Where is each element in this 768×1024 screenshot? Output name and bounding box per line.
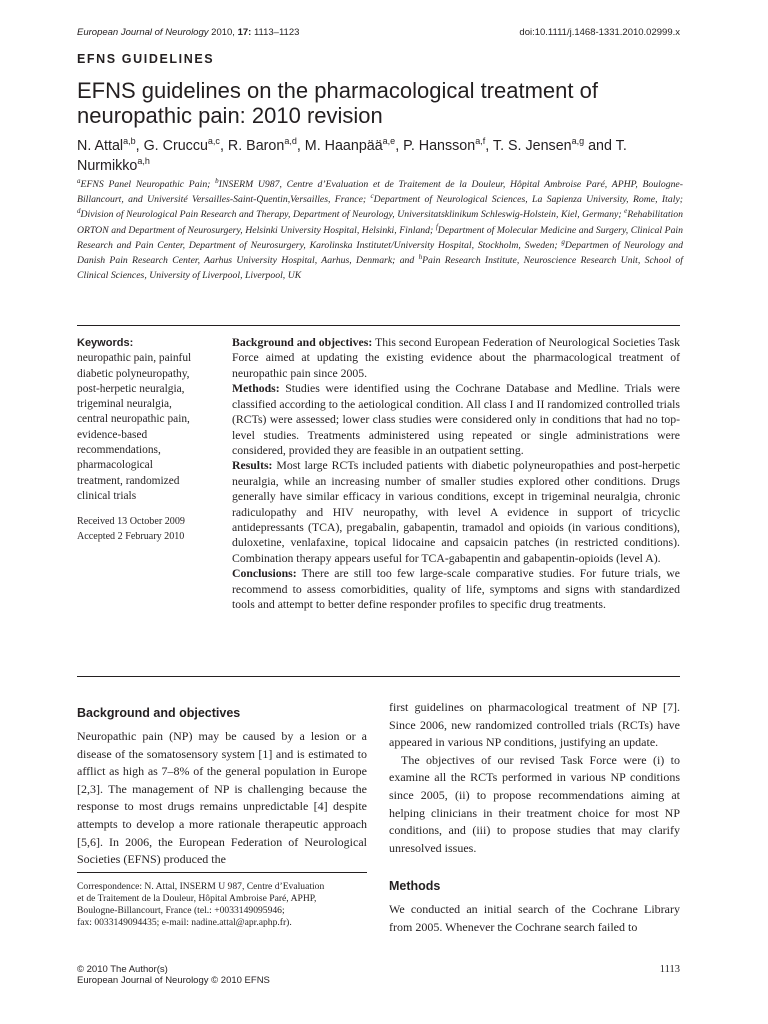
keyword-line: treatment, randomized bbox=[77, 474, 180, 487]
keyword-line: recommendations, bbox=[77, 444, 161, 457]
methods-text bbox=[389, 901, 680, 936]
affiliation bbox=[77, 176, 216, 190]
page-number: 1113 bbox=[659, 964, 680, 975]
affiliation-text: Division of Neurological Pain Research and Therapy, Department of Neurology, Universitatsklinikum Schleswig-Holstein, Kiel, Germany; bbox=[80, 209, 625, 221]
keyword-line: diabetic polyneuropathy, bbox=[77, 367, 190, 380]
doi: doi:10.1111/j.1468-1331.2010.02999.x bbox=[519, 27, 680, 38]
background-paragraph: Neuropathic pain (NP) may be caused by a lesion or a disease of the somatosensory system [1] and is estimated to afflict as high as 7–8% of the general population in Europe [2,3]. The management of NP is challenging because the response to most drugs remains unpredictable [4] despite attempts to develop a more rationale therapeutic approach [5,6]. In 2006, the European Federation of Neurological Societies (EFNS) produced the bbox=[77, 729, 367, 867]
abstract-background bbox=[232, 335, 680, 381]
footer-journal-line: European Journal of Neurology © 2010 EFNS bbox=[77, 975, 270, 986]
affiliation-mark: e bbox=[624, 207, 628, 216]
affiliation-text: Pain Research Institute, Neuroscience Research Unit, School of Clinical Sciences, University of Liverpool, Liverpool, UK bbox=[77, 255, 683, 282]
abstract bbox=[232, 335, 680, 613]
received-date: Received 13 October 2009 bbox=[77, 516, 185, 528]
abstract-conclusions bbox=[232, 566, 680, 612]
abstract-top-rule bbox=[77, 325, 680, 326]
background-heading: Background and objectives bbox=[77, 706, 241, 720]
correspondence-line: Correspondence: N. Attal, INSERM U 987, Centre d’Evaluation bbox=[77, 881, 325, 892]
received-dates bbox=[77, 514, 222, 544]
abstract-conclusions-label: Conclusions: bbox=[232, 567, 297, 581]
keyword-line: evidence-based bbox=[77, 428, 148, 441]
methods-paragraph: We conducted an initial search of the Cochrane Library from 2005. Whenever the Cochrane search failed to bbox=[389, 902, 680, 934]
author bbox=[144, 138, 220, 154]
affiliation-mark: b bbox=[215, 176, 219, 185]
keyword-line: pharmacological bbox=[77, 459, 153, 472]
keyword-line: central neuropathic pain, bbox=[77, 413, 190, 426]
keywords-list bbox=[77, 351, 222, 504]
author-name: M. Haanpää bbox=[304, 138, 383, 154]
article-title: EFNS guidelines on the pharmacological treatment of neuropathic pain: 2010 revision bbox=[77, 78, 598, 128]
abstract-bottom-rule bbox=[77, 676, 680, 677]
right-column-text bbox=[389, 699, 680, 857]
journal-citation bbox=[77, 27, 299, 38]
accepted-date: Accepted 2 February 2010 bbox=[77, 531, 185, 543]
correspondence-line: fax: 0033149094435; e-mail: nadine.attal@apr.aphp.fr). bbox=[77, 917, 292, 928]
copyright-line: © 2010 The Author(s) bbox=[77, 964, 168, 975]
keywords-heading: Keywords: bbox=[77, 337, 134, 349]
correspondence-note bbox=[77, 872, 367, 929]
author bbox=[77, 138, 136, 154]
abstract-methods bbox=[232, 381, 680, 458]
running-head bbox=[77, 27, 680, 38]
affiliation-text: Rehabilitation ORTON and Department of Neurosurgery, Helsinki University Hospital, Helsinki, Finland; bbox=[77, 209, 683, 236]
affiliation-mark: g bbox=[561, 237, 565, 246]
journal-year: 2010, bbox=[211, 27, 235, 38]
keyword-line: post-herpetic neuralgia, bbox=[77, 382, 185, 395]
author bbox=[493, 138, 584, 154]
affiliation-mark: a bbox=[77, 176, 81, 185]
author bbox=[403, 138, 485, 154]
page-footer bbox=[77, 964, 270, 986]
keyword-line: trigeminal neuralgia, bbox=[77, 398, 172, 411]
methods-heading: Methods bbox=[389, 879, 441, 893]
author-name: T. S. Jensen bbox=[492, 138, 572, 154]
author-list: N. Attal$^{a,b}$, G. Cruccu$^{a,c}$, R. Baron$^{a,d}$, M. Haanpää$^{a,e}$, P. Hansson$^{a,f}$, T. S. Jensen$^{a,g}$ and T. Nurmikko$^{a,h}$ bbox=[77, 136, 627, 174]
abstract-background-label: Background and objectives: bbox=[232, 336, 373, 349]
author-affiliation-marks: a,d bbox=[284, 136, 297, 146]
affiliation-mark: f bbox=[435, 222, 438, 231]
abstract-methods-label: Methods: bbox=[232, 382, 280, 396]
affiliation-text: Department of Neurological Sciences, La Sapienza University, Rome, Italy; bbox=[373, 194, 684, 206]
author-affiliation-marks: a,f bbox=[475, 136, 486, 146]
keywords-block bbox=[77, 336, 222, 545]
affiliation-text: Department of Molecular Medicine and Surgery, Clinical Pain Research and Pain Center, Department of Neurosurgery, Karolinska Institutet/University Hospital, Stockholm, Sweden; bbox=[77, 224, 684, 251]
affiliation-text: INSERM U987, Centre d’Evaluation et de Traitement de la Douleur, Hôpital Ambroise Paré, APHP, Boulogne-Billancourt, and Université Versailles-Saint-Quentin,Versailles, France; bbox=[77, 179, 683, 206]
affiliation-text: EFNS Panel Neuropathic Pain; bbox=[80, 179, 216, 190]
affiliation-mark: c bbox=[370, 191, 374, 200]
author-affiliation-marks: a,e bbox=[382, 136, 396, 146]
author bbox=[228, 138, 297, 154]
affiliation bbox=[370, 191, 684, 206]
keyword-line: clinical trials bbox=[77, 489, 137, 502]
affiliation-mark: d bbox=[77, 207, 81, 216]
journal-name: European Journal of Neurology bbox=[77, 27, 209, 38]
author-affiliation-marks: a,h bbox=[137, 156, 150, 166]
abstract-results-label: Results: bbox=[232, 459, 273, 473]
affiliation-mark: h bbox=[418, 252, 423, 261]
keyword-line: neuropathic pain, painful bbox=[77, 352, 192, 365]
author-name: P. Hansson bbox=[403, 138, 476, 154]
affiliation bbox=[77, 209, 624, 220]
abstract-background-text: This second European Federation of Neurological Societies Task Force aimed at updating the existing evidence about the pharmacological treatment of neuropathic pain since 2005. bbox=[232, 336, 681, 380]
author-affiliation-marks: a,g bbox=[571, 136, 585, 146]
background-text bbox=[77, 728, 367, 869]
abstract-results-text: Most large RCTs included patients with diabetic polyneuropathies and post-herpetic neuralgia, while an increasing number of smaller studies explored other conditions. Drugs generally have similar efficacy in various conditions, except in trigeminal neuralgia, chronic radiculopathy and HIV neuropathy, with level A evidence in support of tricyclic antidepressants (TCA), pregabalin, gabapentin, tramadol and opioids (in various conditions), duloxetine, venlafaxine, topical lidocaine and capsaicin patches (in restricted conditions). Combination therapy appears useful for TCA-gabapentin and gabapentin-opioids (level A). bbox=[232, 459, 680, 565]
abstract-conclusions-text: There are still too few large-scale comparative studies. For future trials, we recommend to assess comorbidities, quality of life, symptoms and signs with standardized tools and attempt to better define responder profiles to specific drug treatments. bbox=[232, 567, 680, 612]
author-name: and T. Nurmikko bbox=[77, 138, 627, 174]
correspondence-line: Boulogne-Billancourt, France (tel.: +0033149095946; bbox=[77, 905, 285, 916]
affiliation-text: Departmen of Neurology and Danish Pain Research Center, Aarhus University Hospital, Aarhus, Denmark; and bbox=[77, 239, 683, 267]
author-name: R. Baron bbox=[227, 138, 285, 154]
affiliations bbox=[77, 177, 683, 283]
author bbox=[305, 138, 395, 154]
author-name: G. Cruccu bbox=[143, 138, 208, 154]
author-affiliation-marks: a,c bbox=[207, 136, 220, 146]
objectives-paragraph: The objectives of our revised Task Force were (i) to examine all the RCTs performed in various NP conditions since 2005, (ii) to propose recommendations aiming at helping clinicians in their treatment choice for most NP conditions, and (iii) to propose studies that may clarify unresolved issues. bbox=[389, 752, 680, 855]
correspondence-line: et de Traitement de la Douleur, Hôpital Ambroise Paré, APHP, bbox=[77, 893, 317, 904]
author-name: N. Attal bbox=[77, 138, 124, 154]
section-kicker: EFNS GUIDELINES bbox=[77, 52, 215, 66]
journal-volume: 17: bbox=[237, 27, 252, 38]
author-affiliation-marks: a,b bbox=[123, 136, 136, 146]
journal-pages: 1113–1123 bbox=[253, 27, 300, 38]
abstract-results bbox=[232, 458, 680, 566]
abstract-methods-text: Studies were identified using the Cochrane Database and Medline. Trials were classified according to the aetiological condition. All class I and II randomized controlled trials (RCTs) were assessed; lower class studies were considered only in conditions that had no top-level studies. Treatments administered using repeated or single administrations were considered, provided they are feasible in an outpatient setting. bbox=[232, 382, 680, 457]
body-paragraph: first guidelines on pharmacological treatment of NP [7]. Since 2006, new randomized controlled trials (RCTs) have appeared in various NP conditions, justifying an update. bbox=[389, 700, 680, 750]
